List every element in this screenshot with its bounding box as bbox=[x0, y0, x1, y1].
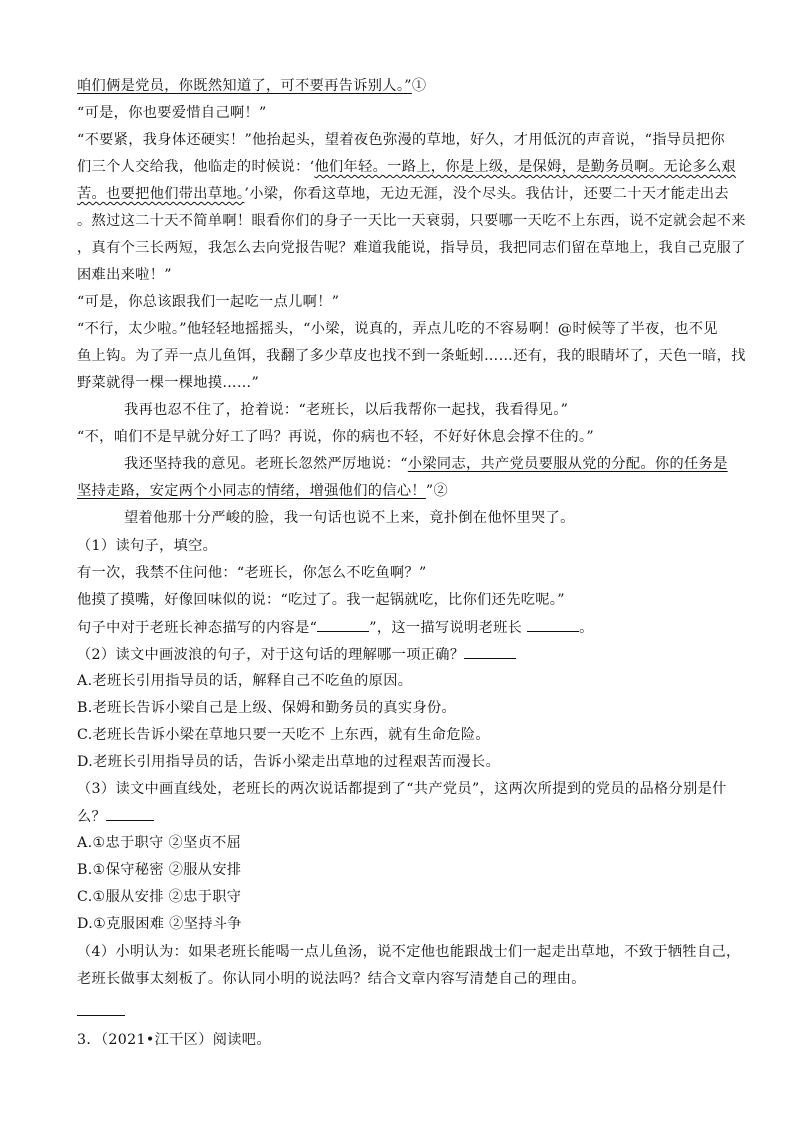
passage-line-16 bbox=[77, 481, 727, 501]
underlined-quote-1: 咱们俩是党员，你既然知道了，可不要再告诉别人。” bbox=[77, 78, 412, 94]
question-2-option-b: B.老班长告诉小梁自己是上级、保姆和勤务员的真实身份。 bbox=[77, 700, 457, 716]
underlined-quote-2b: 坚持走路，安定两个小同志的情绪，增强他们的信心！ bbox=[77, 483, 426, 499]
passage-line-4 bbox=[77, 157, 737, 177]
answer-blank-2[interactable] bbox=[527, 617, 579, 632]
question-1-heading: （1）读句子，填空。 bbox=[77, 538, 218, 554]
question-2-option-c: C.老班长告诉小梁在草地只要一天吃不 上东西，就有生命危险。 bbox=[77, 727, 490, 743]
question-3-option-b: B.①保守秘密 ②服从安排 bbox=[77, 862, 242, 878]
passage-line-1 bbox=[77, 76, 727, 96]
question-2-heading bbox=[77, 644, 727, 665]
passage-line-11: 鱼上钩。为了弄一点儿鱼饵，我翻了多少草皮也找不到一条蚯蚓……还有，我的眼睛坏了，天色一暗，找 bbox=[77, 348, 746, 364]
fill-text: 句子中对于老班长神态描写的内容是“ bbox=[77, 620, 318, 636]
underlined-quote-2a: 小梁同志，共产党员要服从党的分配。你的任务是 bbox=[407, 456, 728, 472]
question-1-sentence-1: 有一次，我禁不住问他：“老班长，你怎么不吃鱼啊？” bbox=[77, 565, 427, 581]
question-2-option-a: A.老班长引用指导员的话，解释自己不吃鱼的原因。 bbox=[77, 673, 413, 689]
question-1-sentence-2: 他摸了摸嘴，好像回味似的说：“吃过了。我一起锅就吃，比你们还先吃呢。” bbox=[77, 592, 565, 608]
answer-blank-q3[interactable] bbox=[106, 806, 154, 821]
question-3-option-a: A.①忠于职守 ②坚贞不屈 bbox=[77, 835, 242, 851]
passage-line-3: “不要紧，我身体还硬实！”他抬起头，望着夜色弥漫的草地，好久，才用低沉的声音说，“指导员把你 bbox=[77, 132, 725, 148]
passage-line-7: ，真有个三长两短，我怎么去向党报告呢？难道我能说，指导员，我把同志们留在草地上，我自己克服了 bbox=[77, 240, 746, 256]
answer-blank-1[interactable] bbox=[317, 617, 369, 632]
passage-line-15 bbox=[124, 454, 774, 474]
question-text: 么？ bbox=[77, 809, 107, 825]
next-item-heading: 3．（2021•江干区）阅读吧。 bbox=[77, 1032, 271, 1048]
answer-rule[interactable] bbox=[77, 1015, 125, 1016]
question-1-fill bbox=[77, 617, 727, 638]
question-3-heading-line-1: （3）读文中画直线处，老班长的两次说话都提到了“共产党员”，这两次所提到的党员的品格分别是什 bbox=[77, 781, 727, 797]
passage-text: 我还坚持我的意见。老班长忽然严厉地说：“ bbox=[124, 456, 408, 472]
passage-line-2: “可是，你也要爱惜自己啊！” bbox=[77, 105, 267, 121]
passage-line-5 bbox=[77, 184, 727, 204]
passage-line-6: 。熬过这二十天不简单啊！眼看你们的身子一天比一天衰弱，只要哪一天吃不上东西，说不定就会起不来 bbox=[77, 213, 746, 229]
fill-text: 。 bbox=[579, 620, 594, 636]
passage-line-10: “不行，太少啦。”他轻轻地摇摇头，“小梁，说真的，弄点儿吃的不容易啊！@时候等了半夜，也不见 bbox=[77, 321, 718, 337]
question-3-option-c: C.①服从安排 ②忠于职守 bbox=[77, 889, 242, 905]
wavy-sentence-part-1: 他们年轻。一路上，你是上级，是保姆，是勤务员啊。无论多么艰 bbox=[314, 159, 737, 175]
question-4-line-1: （4）小明认为：如果老班长能喝一点儿鱼汤，说不定他也能跟战士们一起走出草地，不致于牺牲自己， bbox=[77, 944, 741, 960]
passage-text: ’小梁，你看这草地，无边无涯，没个尽头。我估计，还要二十天才能走出去 bbox=[244, 186, 729, 202]
passage-line-9: “可是，你总该跟我们一起吃一点儿啊！” bbox=[77, 294, 340, 310]
question-text: （2）读文中画波浪的句子，对于这句话的理解哪一项正确？ bbox=[77, 647, 465, 663]
question-2-option-d: D.老班长引用指导员的话，告诉小梁走出草地的过程艰苦而漫长。 bbox=[77, 754, 501, 770]
passage-line-8: 困难出来啦！” bbox=[77, 267, 172, 283]
passage-text: 们三个人交给我，他临走的时候说：‘ bbox=[77, 159, 315, 175]
marker-2: ”② bbox=[425, 483, 449, 499]
question-3-heading-line-2 bbox=[77, 806, 727, 827]
question-4-line-2: 老班长做事太刻板了。你认同小明的说法吗？结合文章内容写清楚自己的理由。 bbox=[77, 971, 586, 987]
passage-line-17: 望着他那十分严峻的脸，我一句话也说不上来，竟扑倒在他怀里哭了。 bbox=[124, 510, 575, 526]
passage-line-14: “不，咱们不是早就分好工了吗？再说，你的病也不轻，不好好休息会撑不住的。” bbox=[77, 429, 594, 445]
answer-blank-q2[interactable] bbox=[464, 644, 516, 659]
question-3-option-d: D.①克服困难 ②坚持斗争 bbox=[77, 916, 242, 932]
marker-1: ① bbox=[411, 78, 427, 94]
passage-line-13: 我再也忍不住了，抢着说：“老班长，以后我帮你一起找，我看得见。” bbox=[124, 402, 569, 418]
fill-text: ”，这一描写说明老班长 bbox=[369, 620, 528, 636]
passage-line-12: 野菜就得一棵一棵地摸……” bbox=[77, 375, 260, 391]
wavy-sentence-part-2: 苦。也要把他们带出草地。 bbox=[77, 186, 245, 202]
